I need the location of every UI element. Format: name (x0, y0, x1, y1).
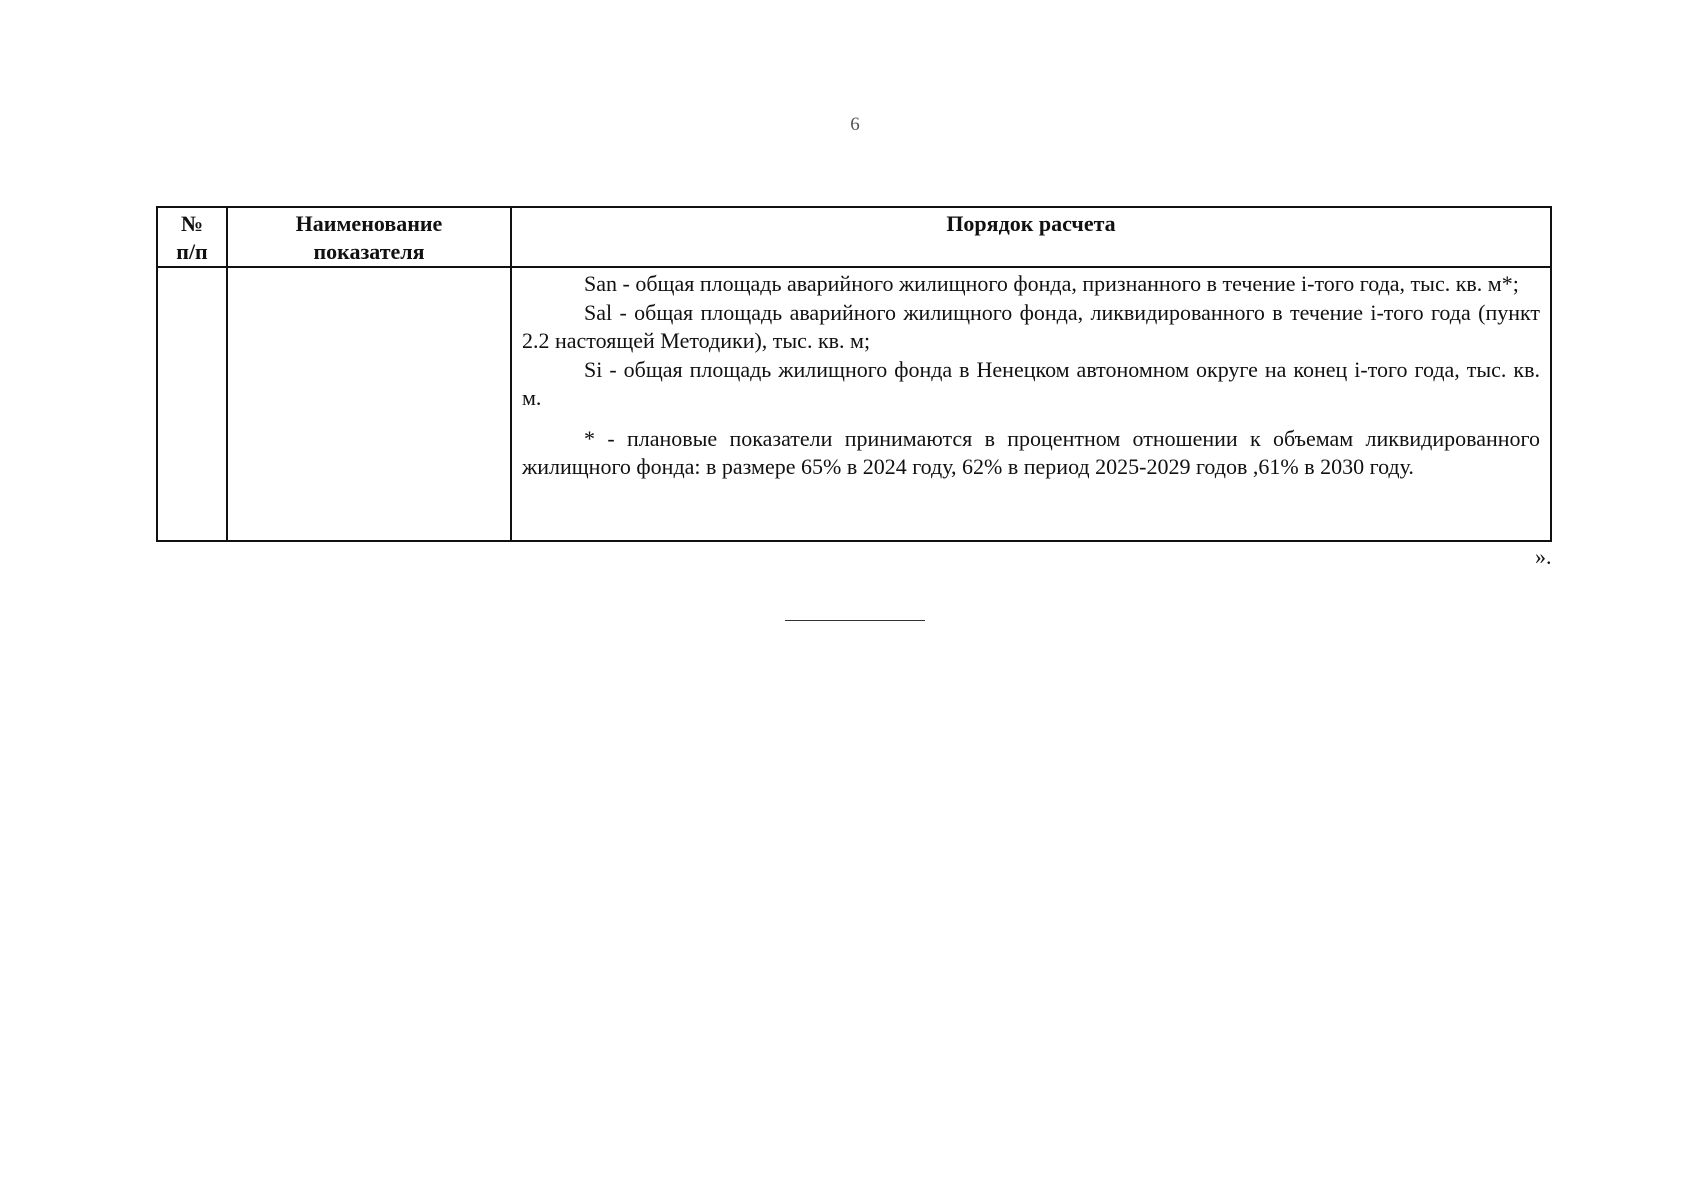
table-header-row (157, 207, 1551, 267)
header-indicator-name-line-1: Наименование (295, 211, 443, 236)
header-indicator-name-line-2: показателя (313, 239, 425, 264)
cell-calculation (511, 267, 1551, 541)
header-indicator-name (227, 207, 511, 267)
footnote: * - плановые показатели принимаются в процентном отношении к объемам ликвидированного жилищного фонда: в размере 65% в 2024 году, 62% в период 2025-2029 годов ,61% в 2030 году. (522, 425, 1540, 479)
header-number (157, 207, 227, 267)
definition-si: Si - общая площадь жилищного фонда в Ненецком автономном округе на конец i-того года, тыс. кв. м. (522, 356, 1540, 410)
definition-san: San - общая площадь аварийного жилищного фонда, признанного в течение i-того года, тыс. кв. м*; (584, 271, 1519, 296)
calculation-table (156, 206, 1552, 542)
header-number-line-2: п/п (176, 239, 208, 264)
page-number: 6 (850, 114, 860, 135)
header-number-line-1: № (180, 211, 204, 236)
definition-sal: Sal - общая площадь аварийного жилищного фонда, ликвидированного в течение i-того года (пункт 2.2 настоящей Методики), тыс. кв. м; (522, 299, 1540, 353)
cell-indicator-name (227, 267, 511, 541)
closing-quote: ». (1535, 544, 1552, 569)
header-calculation: Порядок расчета (511, 207, 1551, 267)
end-of-document-rule (785, 620, 925, 621)
table-row (157, 267, 1551, 541)
cell-number (157, 267, 227, 541)
